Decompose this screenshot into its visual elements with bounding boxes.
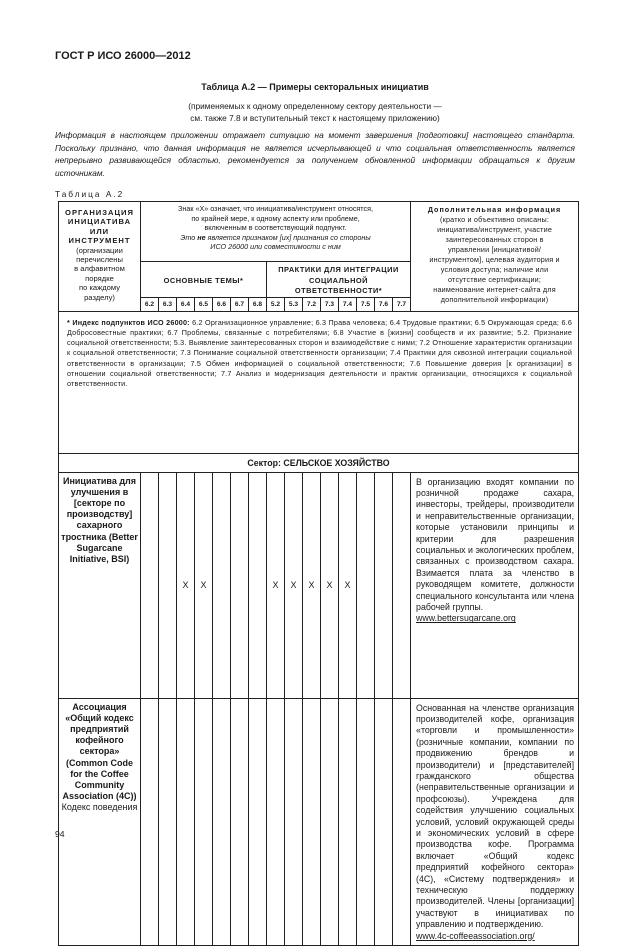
code-cell: 5.2 bbox=[267, 297, 285, 311]
extra-info-line: управлении [инициативой/ bbox=[447, 245, 542, 254]
table-row bbox=[59, 698, 579, 946]
mark-cell bbox=[249, 698, 267, 946]
practices-header: ПРАКТИКИ ДЛЯ ИНТЕГРАЦИИ СОЦИАЛЬНОЙ ОТВЕТСТВЕННОСТИ* bbox=[267, 262, 411, 298]
mark-cell bbox=[393, 698, 411, 946]
mark-cell bbox=[357, 472, 375, 698]
sector-heading: Сектор: СЕЛЬСКОЕ ХОЗЯЙСТВО bbox=[59, 453, 579, 472]
mark-cell: X bbox=[285, 472, 303, 698]
extra-info-line: инструментом], целевая аудитория и bbox=[429, 255, 560, 264]
initiative-link[interactable]: www.4c-coffeeassociation.org/ bbox=[416, 930, 535, 941]
mark-cell bbox=[141, 698, 159, 946]
extra-info-caption: Дополнительная информация bbox=[427, 205, 562, 214]
code-cell: 7.6 bbox=[375, 297, 393, 311]
document-header: ГОСТ Р ИСО 26000—2012 bbox=[55, 50, 191, 62]
mark-cell bbox=[159, 698, 177, 946]
mark-cell bbox=[303, 698, 321, 946]
code-cell: 6.7 bbox=[231, 297, 249, 311]
table-subtitle bbox=[55, 100, 575, 124]
mark-cell bbox=[375, 472, 393, 698]
intro-paragraph: Информация в настоящем приложении отражает ситуацию на момент завершения [подготовки] настоящего стандарта. Поскольку признано, что данная информация не является исчерпывающей и что социальная ответственность является непрерывно развивающейся областью, рекомендуется за получением обновленной информации обращаться к другим источникам. bbox=[55, 130, 575, 178]
mark-cell bbox=[285, 698, 303, 946]
code-cell: 6.4 bbox=[177, 297, 195, 311]
initiatives-table bbox=[58, 201, 579, 946]
org-header-caption: ИЛИ ИНСТРУМЕНТ bbox=[68, 226, 131, 246]
legend-line: включенным в соответствующий подпункт. bbox=[204, 223, 347, 232]
legend-line: Это не является признаком [их] признания со стороны bbox=[180, 232, 371, 242]
extra-info-line: (кратко и объективно описаны: bbox=[440, 215, 550, 224]
legend-line: по крайней мере, к одному аспекту или проблеме, bbox=[191, 213, 360, 223]
mark-cell bbox=[213, 698, 231, 946]
code-cell: 7.5 bbox=[357, 297, 375, 311]
extra-info-line: инициатива/инструмент, участие bbox=[437, 225, 553, 234]
subclause-index-footnote bbox=[59, 311, 579, 453]
mark-cell bbox=[177, 698, 195, 946]
extra-info-line: отсутствие сертификации; bbox=[448, 275, 542, 284]
extra-info-line: дополнительной информации) bbox=[440, 295, 549, 304]
initiative-name: Ассоциация «Общий кодекс предприятий кофейного сектора» (Common Code for the Coffee Community Association (4C)) Кодекс поведения bbox=[59, 698, 141, 946]
mark-cell bbox=[231, 472, 249, 698]
code-cell: 6.5 bbox=[195, 297, 213, 311]
extra-info-line: наименование интернет-сайта для bbox=[433, 285, 556, 294]
extra-info-line: условия доступа; наличие или bbox=[440, 265, 549, 274]
mark-cell bbox=[357, 698, 375, 946]
mark-cell: X bbox=[267, 472, 285, 698]
extra-info-header bbox=[411, 202, 579, 312]
mark-cell bbox=[267, 698, 285, 946]
subtitle-line: см. также 7.8 и вступительный текст к настоящему приложению) bbox=[190, 113, 440, 123]
mark-cell bbox=[339, 698, 357, 946]
legend-line: ИСО 26000 или совместимости с ним bbox=[210, 242, 341, 251]
code-cell: 6.3 bbox=[159, 297, 177, 311]
code-cell: 7.3 bbox=[321, 297, 339, 311]
core-subjects-header: ОСНОВНЫЕ ТЕМЫ* bbox=[141, 262, 267, 298]
code-cell: 7.2 bbox=[303, 297, 321, 311]
initiative-name: Инициатива для улучшения в [секторе по производству] сахарного тростника (Better Sugarcane Initiative, BSI) bbox=[59, 472, 141, 698]
initiative-link[interactable]: www.bettersugarcane.org bbox=[416, 613, 516, 624]
mark-cell bbox=[141, 472, 159, 698]
org-header-note: порядке bbox=[85, 273, 114, 283]
org-header-cell bbox=[59, 202, 141, 312]
initiative-description: Основанная на членстве организация производителей кофе, организация «торговли и промышленности» (розничные компании, компании по продвижению брендов и производители) и [представителей] гражданского общества (неправительственные организации и профсоюзы). Учреждена для содействия улучшению социальных условий, условий окружающей среды и экономических условий в сфере производства кофе. Программа включает «Общий кодекс предприятий кофейного сектора» (4С), «Систему подтверждения» и техническую поддержку производителей. Члены [организации] участвуют в инициативах по управлению и подтверждению. www.4c-coffeeassociation.org/ bbox=[411, 698, 579, 946]
mark-cell: X bbox=[321, 472, 339, 698]
org-header-note: перечислены bbox=[76, 255, 123, 265]
legend-line: Знак «X» означает, что инициатива/инструмент относятся, bbox=[178, 204, 374, 213]
org-header-note: (организации bbox=[76, 245, 123, 255]
org-header-caption: ИНИЦИАТИВА bbox=[67, 217, 132, 227]
mark-cell bbox=[249, 472, 267, 698]
code-cell: 6.6 bbox=[213, 297, 231, 311]
extra-info-line: заинтересованных сторон в bbox=[445, 235, 544, 244]
org-header-note: разделу) bbox=[84, 292, 115, 302]
code-cell: 6.8 bbox=[249, 297, 267, 311]
mark-cell: X bbox=[303, 472, 321, 698]
legend-note bbox=[141, 202, 411, 262]
mark-cell: X bbox=[339, 472, 357, 698]
mark-cell bbox=[159, 472, 177, 698]
mark-cell bbox=[321, 698, 339, 946]
org-header-note: в алфавитном bbox=[74, 264, 125, 274]
mark-cell bbox=[195, 698, 213, 946]
org-header-caption: ОРГАНИЗАЦИЯ bbox=[65, 208, 134, 217]
mark-cell bbox=[231, 698, 249, 946]
code-cell: 6.2 bbox=[141, 297, 159, 311]
table-row bbox=[59, 472, 579, 698]
code-cell: 5.3 bbox=[285, 297, 303, 311]
code-cell: 7.4 bbox=[339, 297, 357, 311]
table-label: Таблица А.2 bbox=[55, 189, 125, 199]
initiative-description: В организацию входят компании по розничной продаже сахара, инвесторы, трейдеры, производители и неправительственные организации, которые установили принципы и критерии для разрешения социальных и экологических проблем, связанных с производством сахара. Взимается плата за членство в руководящем комитете, должности специального консультанта или члена рабочей группы. www.bettersugarcane.org bbox=[411, 472, 579, 698]
initiative-kind: Кодекс поведения bbox=[61, 802, 138, 813]
mark-cell bbox=[393, 472, 411, 698]
org-header-note: по каждому bbox=[79, 283, 120, 293]
mark-cell bbox=[213, 472, 231, 698]
table-title: Таблица А.2 — Примеры секторальных инициатив bbox=[201, 82, 429, 92]
mark-cell: X bbox=[177, 472, 195, 698]
footnote-text: 6.2 Организационное управление; 6.3 Права человека; 6.4 Трудовые практики; 6.5 Окружающая среда; 6.6 Добросовестные практики; 6.7 Проблемы, связанные с потребителями; 6.8 Участие в [жизни] сообществ и их развитие; 5.2. Признание социальной ответственности; 5.3. Выявление заинтересованных сторон и взаимодействие с ними; 7.2 Отношение характеристик организации к социальной ответственности; 7.3 Понимание социальной ответственности организации; 7.4 Практики для сквозной интеграции социальной ответственности в организации; 7.5 Обмен информацией о социальной ответственности; 7.6 Повышение доверия [к организации] в отношении социальной ответственности; 7.7 Анализ и модернизация деятельности и практик организации, относящихся к социальной ответственности. bbox=[67, 317, 573, 389]
page-number: 94 bbox=[55, 829, 65, 839]
subtitle-line: (применяемых к одному определенному сектору деятельности — bbox=[188, 101, 442, 111]
mark-cell bbox=[375, 698, 393, 946]
mark-cell: X bbox=[195, 472, 213, 698]
footnote-title: * Индекс подпунктов ИСО 26000: bbox=[67, 317, 190, 327]
code-cell: 7.7 bbox=[393, 297, 411, 311]
